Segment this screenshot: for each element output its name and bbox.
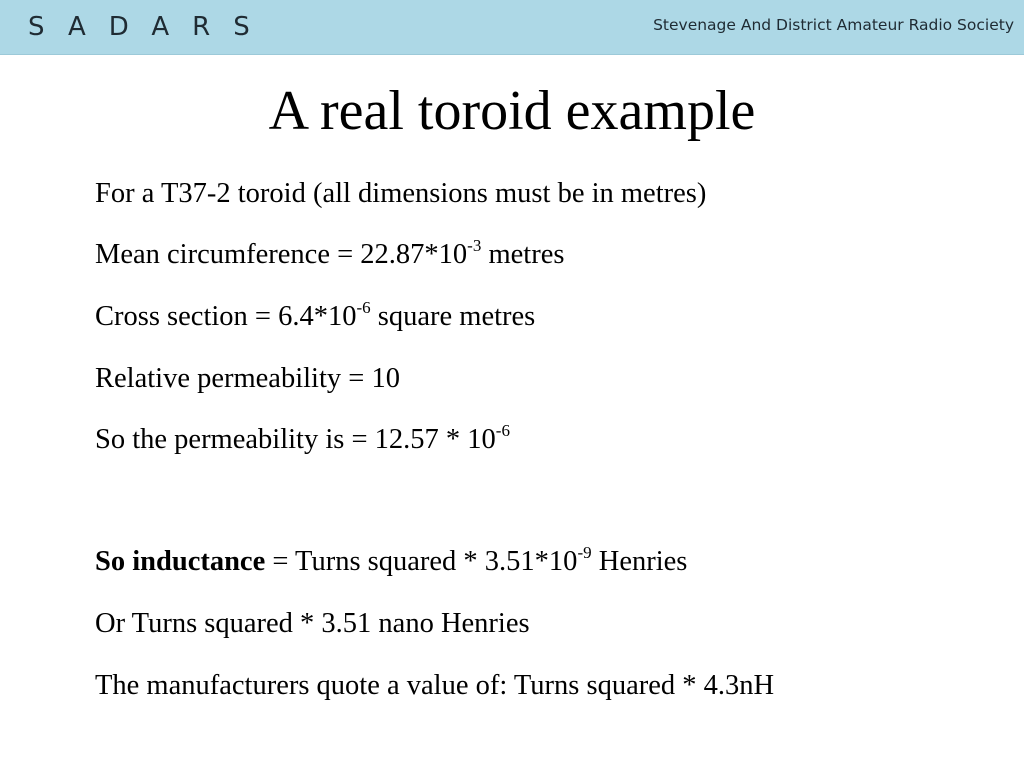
header-banner (0, 0, 1024, 55)
line-text: = Turns squared * 3.51*10 (265, 546, 578, 577)
body-line-toroid-type (95, 177, 706, 211)
line-text: For a T37-2 toroid (all dimensions must be in metres) (95, 178, 707, 209)
line-suffix: Henries (591, 546, 688, 577)
body-line-inductance (95, 542, 688, 579)
exponent: -6 (356, 297, 371, 317)
exponent: -3 (467, 235, 482, 255)
line-text: Or Turns squared * 3.51 nano Henries (95, 608, 530, 639)
body-line-relative-permeability (95, 362, 400, 396)
body-line-mean-circumference (95, 235, 565, 272)
line-bold-label: So inductance (95, 546, 266, 577)
society-name: Stevenage And District Amateur Radio Society (653, 16, 1014, 34)
line-text: The manufacturers quote a value of: Turns squared * 4.3nH (95, 670, 775, 701)
line-text: So the permeability is = 12.57 * 10 (95, 424, 496, 455)
logo-text: SADARS (28, 12, 273, 42)
line-suffix: square metres (370, 301, 536, 332)
line-suffix: metres (481, 239, 565, 270)
line-text: Relative permeability = 10 (95, 363, 400, 394)
body-line-nano-henries (95, 607, 530, 641)
slide-title: A real toroid example (268, 80, 756, 142)
line-text: Cross section = 6.4*10 (95, 301, 357, 332)
exponent: -6 (495, 420, 510, 440)
exponent: -9 (577, 542, 592, 562)
body-line-manufacturer-quote (95, 669, 774, 703)
line-text: Mean circumference = 22.87*10 (95, 239, 468, 270)
body-line-cross-section (95, 297, 536, 334)
body-line-permeability (95, 420, 510, 457)
